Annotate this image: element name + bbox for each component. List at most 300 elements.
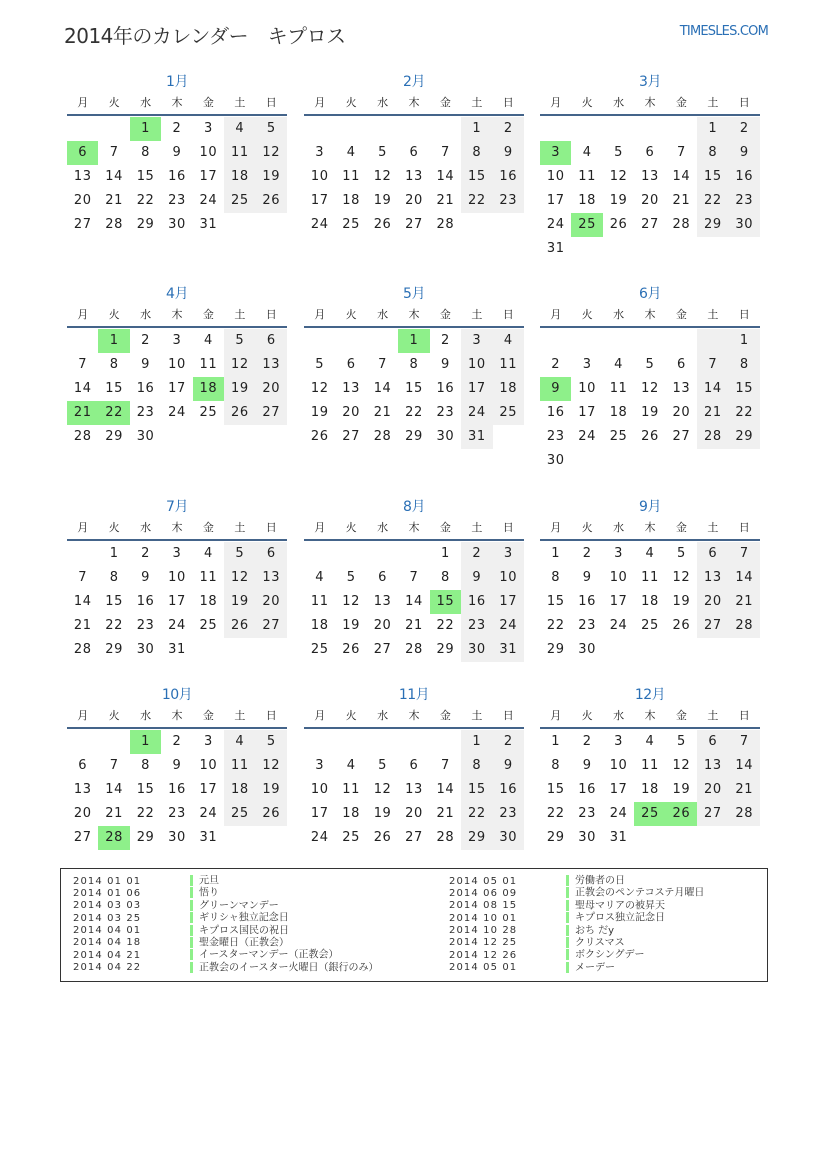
day-cell[interactable]: 10 (461, 353, 492, 377)
day-cell[interactable]: 3 (614, 546, 623, 561)
day-cell[interactable]: 22 (436, 618, 455, 633)
day-cell[interactable]: 4 (346, 758, 356, 773)
day-cell[interactable]: 1 (461, 730, 492, 754)
day-cell[interactable]: 1 (440, 546, 450, 561)
day-cell[interactable]: 28 (105, 217, 123, 232)
day-cell[interactable]: 11 (224, 754, 255, 778)
day-cell[interactable]: 18 (609, 405, 628, 420)
day-cell[interactable]: 9 (141, 357, 150, 372)
day-cell[interactable]: 13 (672, 381, 691, 396)
day-cell[interactable]: 11 (199, 357, 218, 372)
day-cell[interactable]: 6 (697, 730, 728, 754)
day-cell[interactable]: 17 (310, 806, 329, 821)
day-cell[interactable]: 29 (461, 826, 492, 850)
day-cell[interactable]: 17 (493, 590, 524, 614)
day-cell[interactable]: 16 (168, 782, 186, 797)
day-cell[interactable]: 31 (199, 830, 218, 845)
day-cell[interactable]: 30 (578, 642, 596, 657)
holiday-day-cell[interactable]: 6 (67, 141, 98, 165)
day-cell[interactable]: 31 (461, 425, 492, 449)
day-cell[interactable]: 6 (697, 542, 728, 566)
day-cell[interactable]: 12 (641, 381, 659, 396)
day-cell[interactable]: 13 (641, 169, 659, 184)
day-cell[interactable]: 18 (224, 165, 255, 189)
day-cell[interactable]: 27 (697, 614, 728, 638)
day-cell[interactable]: 9 (582, 570, 592, 585)
day-cell[interactable]: 23 (436, 405, 455, 420)
day-cell[interactable]: 19 (342, 618, 360, 633)
day-cell[interactable]: 18 (342, 193, 360, 208)
day-cell[interactable]: 5 (224, 329, 255, 353)
day-cell[interactable]: 8 (109, 570, 119, 585)
day-cell[interactable]: 21 (436, 806, 455, 821)
day-cell[interactable]: 29 (546, 830, 565, 845)
day-cell[interactable]: 6 (378, 570, 387, 585)
day-cell[interactable]: 31 (493, 638, 524, 662)
holiday-day-cell[interactable]: 1 (98, 329, 129, 353)
day-cell[interactable]: 15 (729, 377, 760, 401)
day-cell[interactable]: 28 (697, 425, 728, 449)
holiday-day-cell[interactable]: 25 (571, 213, 602, 237)
holiday-day-cell[interactable]: 1 (130, 730, 161, 754)
day-cell[interactable]: 19 (672, 782, 691, 797)
day-cell[interactable]: 16 (136, 381, 155, 396)
day-cell[interactable]: 20 (697, 778, 728, 802)
day-cell[interactable]: 18 (199, 594, 218, 609)
day-cell[interactable]: 20 (641, 193, 659, 208)
day-cell[interactable]: 16 (493, 165, 524, 189)
day-cell[interactable]: 28 (729, 614, 760, 638)
day-cell[interactable]: 18 (310, 618, 329, 633)
day-cell[interactable]: 25 (224, 802, 255, 826)
day-cell[interactable]: 13 (697, 566, 728, 590)
day-cell[interactable]: 8 (697, 141, 728, 165)
day-cell[interactable]: 8 (141, 145, 150, 160)
day-cell[interactable]: 3 (172, 333, 182, 348)
day-cell[interactable]: 11 (199, 570, 218, 585)
day-cell[interactable]: 4 (224, 117, 255, 141)
day-cell[interactable]: 14 (436, 782, 455, 797)
day-cell[interactable]: 7 (409, 570, 419, 585)
day-cell[interactable]: 5 (614, 145, 623, 160)
day-cell[interactable]: 5 (256, 730, 287, 754)
day-cell[interactable]: 4 (203, 546, 213, 561)
holiday-day-cell[interactable]: 22 (98, 401, 129, 425)
day-cell[interactable]: 2 (729, 117, 760, 141)
day-cell[interactable]: 16 (546, 405, 565, 420)
day-cell[interactable]: 17 (199, 169, 218, 184)
day-cell[interactable]: 18 (641, 782, 659, 797)
day-cell[interactable]: 7 (676, 145, 686, 160)
day-cell[interactable]: 29 (436, 642, 455, 657)
day-cell[interactable]: 20 (73, 806, 92, 821)
day-cell[interactable]: 23 (136, 618, 155, 633)
day-cell[interactable]: 8 (461, 754, 492, 778)
holiday-day-cell[interactable]: 1 (130, 117, 161, 141)
day-cell[interactable]: 28 (672, 217, 691, 232)
day-cell[interactable]: 15 (405, 381, 423, 396)
day-cell[interactable]: 5 (378, 145, 387, 160)
day-cell[interactable]: 21 (729, 590, 760, 614)
day-cell[interactable]: 9 (493, 141, 524, 165)
day-cell[interactable]: 7 (78, 570, 88, 585)
day-cell[interactable]: 2 (172, 734, 182, 749)
day-cell[interactable]: 26 (641, 429, 659, 444)
day-cell[interactable]: 22 (546, 618, 565, 633)
day-cell[interactable]: 21 (436, 193, 455, 208)
day-cell[interactable]: 17 (461, 377, 492, 401)
day-cell[interactable]: 31 (168, 642, 186, 657)
day-cell[interactable]: 11 (641, 570, 659, 585)
day-cell[interactable]: 24 (199, 806, 218, 821)
day-cell[interactable]: 13 (697, 754, 728, 778)
day-cell[interactable]: 14 (105, 169, 123, 184)
day-cell[interactable]: 5 (256, 117, 287, 141)
day-cell[interactable]: 14 (697, 377, 728, 401)
day-cell[interactable]: 21 (697, 401, 728, 425)
day-cell[interactable]: 10 (578, 381, 596, 396)
day-cell[interactable]: 14 (373, 381, 392, 396)
day-cell[interactable]: 15 (136, 782, 155, 797)
day-cell[interactable]: 7 (78, 357, 88, 372)
holiday-day-cell[interactable]: 21 (67, 401, 98, 425)
day-cell[interactable]: 28 (729, 802, 760, 826)
day-cell[interactable]: 18 (342, 806, 360, 821)
day-cell[interactable]: 15 (105, 381, 123, 396)
day-cell[interactable]: 24 (168, 405, 186, 420)
day-cell[interactable]: 9 (141, 570, 150, 585)
day-cell[interactable]: 25 (609, 429, 628, 444)
day-cell[interactable]: 15 (546, 594, 565, 609)
day-cell[interactable]: 20 (373, 618, 392, 633)
day-cell[interactable]: 13 (405, 169, 423, 184)
day-cell[interactable]: 30 (578, 830, 596, 845)
day-cell[interactable]: 8 (551, 570, 561, 585)
day-cell[interactable]: 10 (199, 758, 218, 773)
day-cell[interactable]: 16 (461, 590, 492, 614)
day-cell[interactable]: 23 (461, 614, 492, 638)
day-cell[interactable]: 24 (199, 193, 218, 208)
day-cell[interactable]: 20 (256, 377, 287, 401)
day-cell[interactable]: 22 (461, 802, 492, 826)
holiday-day-cell[interactable]: 25 (634, 802, 665, 826)
day-cell[interactable]: 20 (256, 590, 287, 614)
day-cell[interactable]: 30 (493, 826, 524, 850)
day-cell[interactable]: 13 (73, 169, 92, 184)
day-cell[interactable]: 27 (73, 830, 92, 845)
day-cell[interactable]: 25 (342, 217, 360, 232)
holiday-day-cell[interactable]: 9 (540, 377, 571, 401)
day-cell[interactable]: 19 (641, 405, 659, 420)
day-cell[interactable]: 21 (405, 618, 423, 633)
day-cell[interactable]: 12 (609, 169, 628, 184)
day-cell[interactable]: 30 (461, 638, 492, 662)
day-cell[interactable]: 3 (493, 542, 524, 566)
day-cell[interactable]: 21 (672, 193, 691, 208)
day-cell[interactable]: 24 (310, 830, 329, 845)
day-cell[interactable]: 25 (199, 405, 218, 420)
day-cell[interactable]: 19 (256, 165, 287, 189)
day-cell[interactable]: 4 (645, 734, 655, 749)
day-cell[interactable]: 23 (168, 806, 186, 821)
holiday-day-cell[interactable]: 15 (430, 590, 461, 614)
day-cell[interactable]: 17 (609, 594, 628, 609)
day-cell[interactable]: 13 (342, 381, 360, 396)
day-cell[interactable]: 3 (315, 758, 325, 773)
day-cell[interactable]: 16 (578, 594, 596, 609)
day-cell[interactable]: 20 (73, 193, 92, 208)
day-cell[interactable]: 22 (729, 401, 760, 425)
day-cell[interactable]: 24 (168, 618, 186, 633)
day-cell[interactable]: 10 (609, 570, 628, 585)
day-cell[interactable]: 11 (609, 381, 628, 396)
day-cell[interactable]: 13 (73, 782, 92, 797)
day-cell[interactable]: 2 (141, 333, 150, 348)
day-cell[interactable]: 22 (136, 806, 155, 821)
day-cell[interactable]: 27 (641, 217, 659, 232)
day-cell[interactable]: 30 (168, 217, 186, 232)
day-cell[interactable]: 2 (582, 546, 592, 561)
day-cell[interactable]: 10 (168, 570, 186, 585)
day-cell[interactable]: 3 (582, 357, 592, 372)
day-cell[interactable]: 4 (315, 570, 325, 585)
day-cell[interactable]: 5 (378, 758, 387, 773)
day-cell[interactable]: 21 (373, 405, 392, 420)
day-cell[interactable]: 12 (256, 754, 287, 778)
day-cell[interactable]: 23 (168, 193, 186, 208)
day-cell[interactable]: 27 (73, 217, 92, 232)
day-cell[interactable]: 11 (310, 594, 329, 609)
day-cell[interactable]: 6 (78, 758, 88, 773)
day-cell[interactable]: 6 (645, 145, 655, 160)
day-cell[interactable]: 26 (256, 189, 287, 213)
day-cell[interactable]: 26 (256, 802, 287, 826)
day-cell[interactable]: 19 (373, 806, 392, 821)
day-cell[interactable]: 29 (136, 217, 155, 232)
day-cell[interactable]: 20 (405, 806, 423, 821)
day-cell[interactable]: 25 (224, 189, 255, 213)
day-cell[interactable]: 2 (440, 333, 450, 348)
day-cell[interactable]: 17 (168, 594, 186, 609)
day-cell[interactable]: 29 (405, 429, 423, 444)
day-cell[interactable]: 17 (168, 381, 186, 396)
day-cell[interactable]: 18 (224, 778, 255, 802)
day-cell[interactable]: 18 (493, 377, 524, 401)
day-cell[interactable]: 29 (105, 642, 123, 657)
day-cell[interactable]: 10 (310, 169, 329, 184)
day-cell[interactable]: 13 (405, 782, 423, 797)
day-cell[interactable]: 22 (461, 189, 492, 213)
day-cell[interactable]: 10 (199, 145, 218, 160)
day-cell[interactable]: 22 (105, 618, 123, 633)
day-cell[interactable]: 15 (546, 782, 565, 797)
day-cell[interactable]: 30 (546, 453, 565, 468)
day-cell[interactable]: 24 (493, 614, 524, 638)
day-cell[interactable]: 5 (346, 570, 356, 585)
day-cell[interactable]: 17 (609, 782, 628, 797)
day-cell[interactable]: 30 (729, 213, 760, 237)
day-cell[interactable]: 24 (578, 429, 596, 444)
day-cell[interactable]: 7 (697, 353, 728, 377)
day-cell[interactable]: 23 (546, 429, 565, 444)
day-cell[interactable]: 8 (440, 570, 450, 585)
day-cell[interactable]: 27 (342, 429, 360, 444)
day-cell[interactable]: 23 (729, 189, 760, 213)
day-cell[interactable]: 14 (73, 381, 92, 396)
day-cell[interactable]: 25 (493, 401, 524, 425)
day-cell[interactable]: 11 (493, 353, 524, 377)
holiday-day-cell[interactable]: 1 (398, 329, 429, 353)
day-cell[interactable]: 19 (609, 193, 628, 208)
day-cell[interactable]: 15 (461, 165, 492, 189)
day-cell[interactable]: 12 (672, 758, 691, 773)
day-cell[interactable]: 31 (546, 241, 565, 256)
day-cell[interactable]: 2 (172, 121, 182, 136)
day-cell[interactable]: 16 (168, 169, 186, 184)
day-cell[interactable]: 3 (315, 145, 325, 160)
day-cell[interactable]: 3 (203, 121, 213, 136)
day-cell[interactable]: 7 (729, 730, 760, 754)
day-cell[interactable]: 10 (546, 169, 565, 184)
day-cell[interactable]: 15 (697, 165, 728, 189)
day-cell[interactable]: 1 (461, 117, 492, 141)
day-cell[interactable]: 10 (609, 758, 628, 773)
day-cell[interactable]: 10 (310, 782, 329, 797)
day-cell[interactable]: 19 (672, 594, 691, 609)
day-cell[interactable]: 20 (342, 405, 360, 420)
day-cell[interactable]: 2 (493, 117, 524, 141)
day-cell[interactable]: 16 (136, 594, 155, 609)
day-cell[interactable]: 8 (409, 357, 419, 372)
day-cell[interactable]: 6 (256, 542, 287, 566)
day-cell[interactable]: 30 (168, 830, 186, 845)
day-cell[interactable]: 25 (310, 642, 329, 657)
day-cell[interactable]: 4 (493, 329, 524, 353)
day-cell[interactable]: 12 (342, 594, 360, 609)
day-cell[interactable]: 27 (256, 401, 287, 425)
day-cell[interactable]: 6 (409, 145, 419, 160)
day-cell[interactable]: 4 (645, 546, 655, 561)
day-cell[interactable]: 28 (436, 217, 455, 232)
day-cell[interactable]: 12 (224, 353, 255, 377)
day-cell[interactable]: 12 (310, 381, 329, 396)
day-cell[interactable]: 29 (136, 830, 155, 845)
day-cell[interactable]: 10 (168, 357, 186, 372)
day-cell[interactable]: 7 (109, 145, 119, 160)
day-cell[interactable]: 6 (676, 357, 686, 372)
day-cell[interactable]: 29 (105, 429, 123, 444)
day-cell[interactable]: 1 (551, 546, 561, 561)
day-cell[interactable]: 26 (224, 401, 255, 425)
day-cell[interactable]: 26 (224, 614, 255, 638)
day-cell[interactable]: 14 (672, 169, 691, 184)
day-cell[interactable]: 27 (373, 642, 392, 657)
day-cell[interactable]: 9 (440, 357, 450, 372)
day-cell[interactable]: 24 (546, 217, 565, 232)
day-cell[interactable]: 20 (405, 193, 423, 208)
day-cell[interactable]: 11 (342, 782, 360, 797)
day-cell[interactable]: 3 (203, 734, 213, 749)
day-cell[interactable]: 17 (578, 405, 596, 420)
day-cell[interactable]: 27 (697, 802, 728, 826)
day-cell[interactable]: 12 (373, 782, 392, 797)
day-cell[interactable]: 14 (105, 782, 123, 797)
day-cell[interactable]: 7 (729, 542, 760, 566)
day-cell[interactable]: 26 (342, 642, 360, 657)
day-cell[interactable]: 24 (609, 806, 628, 821)
day-cell[interactable]: 29 (546, 642, 565, 657)
day-cell[interactable]: 26 (373, 217, 392, 232)
day-cell[interactable]: 16 (436, 381, 455, 396)
day-cell[interactable]: 23 (493, 189, 524, 213)
day-cell[interactable]: 14 (405, 594, 423, 609)
holiday-day-cell[interactable]: 3 (540, 141, 571, 165)
day-cell[interactable]: 5 (315, 357, 325, 372)
day-cell[interactable]: 9 (582, 758, 592, 773)
day-cell[interactable]: 10 (493, 566, 524, 590)
day-cell[interactable]: 12 (672, 570, 691, 585)
day-cell[interactable]: 18 (578, 193, 596, 208)
day-cell[interactable]: 1 (729, 329, 760, 353)
day-cell[interactable]: 9 (461, 566, 492, 590)
day-cell[interactable]: 7 (440, 758, 450, 773)
day-cell[interactable]: 7 (440, 145, 450, 160)
day-cell[interactable]: 22 (546, 806, 565, 821)
day-cell[interactable]: 27 (672, 429, 691, 444)
day-cell[interactable]: 19 (373, 193, 392, 208)
day-cell[interactable]: 23 (136, 405, 155, 420)
day-cell[interactable]: 4 (582, 145, 592, 160)
day-cell[interactable]: 2 (461, 542, 492, 566)
day-cell[interactable]: 7 (109, 758, 119, 773)
day-cell[interactable]: 3 (614, 734, 623, 749)
day-cell[interactable]: 30 (136, 642, 155, 657)
day-cell[interactable]: 28 (405, 642, 423, 657)
day-cell[interactable]: 21 (105, 193, 123, 208)
day-cell[interactable]: 16 (578, 782, 596, 797)
day-cell[interactable]: 20 (697, 590, 728, 614)
day-cell[interactable]: 21 (729, 778, 760, 802)
day-cell[interactable]: 2 (141, 546, 150, 561)
day-cell[interactable]: 12 (373, 169, 392, 184)
day-cell[interactable]: 4 (346, 145, 356, 160)
day-cell[interactable]: 2 (551, 357, 561, 372)
day-cell[interactable]: 19 (224, 590, 255, 614)
day-cell[interactable]: 15 (105, 594, 123, 609)
day-cell[interactable]: 21 (73, 618, 92, 633)
day-cell[interactable]: 13 (373, 594, 392, 609)
day-cell[interactable]: 14 (73, 594, 92, 609)
day-cell[interactable]: 19 (224, 377, 255, 401)
day-cell[interactable]: 9 (729, 141, 760, 165)
day-cell[interactable]: 28 (373, 429, 392, 444)
holiday-day-cell[interactable]: 26 (666, 802, 697, 826)
day-cell[interactable]: 25 (199, 618, 218, 633)
day-cell[interactable]: 29 (697, 213, 728, 237)
day-cell[interactable]: 2 (582, 734, 592, 749)
day-cell[interactable]: 23 (578, 618, 596, 633)
day-cell[interactable]: 23 (493, 802, 524, 826)
day-cell[interactable]: 19 (256, 778, 287, 802)
day-cell[interactable]: 27 (405, 217, 423, 232)
day-cell[interactable]: 6 (346, 357, 356, 372)
day-cell[interactable]: 24 (461, 401, 492, 425)
day-cell[interactable]: 4 (203, 333, 213, 348)
day-cell[interactable]: 13 (256, 566, 287, 590)
day-cell[interactable]: 19 (310, 405, 329, 420)
day-cell[interactable]: 8 (461, 141, 492, 165)
holiday-day-cell[interactable]: 18 (193, 377, 224, 401)
